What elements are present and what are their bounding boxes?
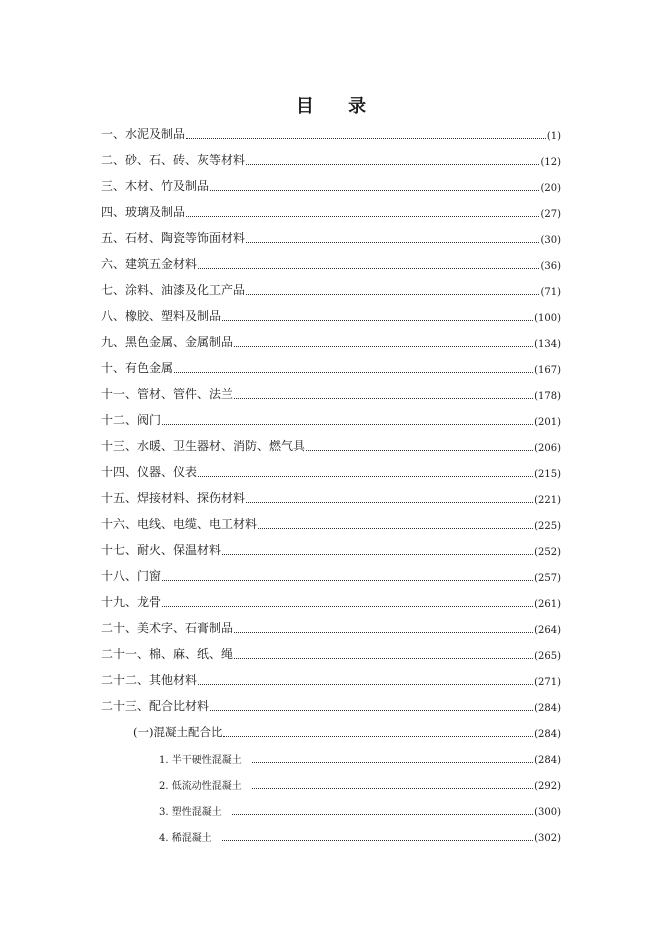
toc-leader [198, 268, 539, 269]
toc-leader [232, 814, 533, 815]
toc-entry[interactable] [101, 514, 561, 532]
toc-entry-label: 六、建筑五金材料 [101, 257, 198, 271]
toc-subitem-label: 3. 塑性混凝土 [159, 807, 222, 818]
toc-entry-page: (257) [534, 573, 561, 584]
toc-entry-label: 十九、龙骨 [101, 595, 162, 609]
toc-entry-page: (225) [534, 521, 561, 532]
toc-leader [222, 554, 533, 555]
toc-entry-page: (20) [540, 183, 561, 194]
toc-entry-label: 十二、阀门 [101, 413, 162, 427]
toc-entry[interactable] [101, 592, 561, 610]
toc-subitem-page: (284) [534, 755, 561, 766]
toc-entry[interactable] [101, 644, 561, 662]
toc-leader [222, 320, 533, 321]
toc-entry[interactable] [101, 124, 561, 142]
toc-subitem-label: 2. 低流动性混凝土 [159, 781, 242, 792]
toc-subsection[interactable] [133, 722, 561, 740]
toc-leader [186, 138, 546, 139]
toc-leader [234, 658, 533, 659]
toc-entry[interactable] [101, 254, 561, 272]
toc-subsection-label: (一)混凝土配合比 [133, 725, 223, 739]
toc-entry[interactable] [101, 566, 561, 584]
toc-leader [306, 450, 533, 451]
toc-entry[interactable] [101, 280, 561, 298]
toc-leader [246, 294, 539, 295]
toc-entry[interactable] [101, 488, 561, 506]
toc-entry-label: 九、黑色金属、金属制品 [101, 335, 234, 349]
toc-entry[interactable] [101, 150, 561, 168]
toc-subitem-page: (300) [534, 807, 561, 818]
toc-subsection-page: (284) [534, 729, 561, 740]
toc-entry-page: (252) [534, 547, 561, 558]
toc-leader [234, 398, 533, 399]
toc-leader [252, 788, 533, 789]
toc-entry-label: 十四、仪器、仪表 [101, 465, 198, 479]
toc-entry-label: 二十、美术字、石膏制品 [101, 621, 234, 635]
toc-entry-page: (27) [540, 209, 561, 220]
toc-entry[interactable] [101, 384, 561, 402]
toc-entry-label: 一、水泥及制品 [101, 127, 186, 141]
toc-entry-label: 二、砂、石、砖、灰等材料 [101, 153, 246, 167]
toc-entry[interactable] [101, 358, 561, 376]
page-title: 目 录 [295, 96, 381, 117]
toc-entry-page: (271) [534, 677, 561, 688]
toc-leader [186, 216, 539, 217]
toc-entry-page: (215) [534, 469, 561, 480]
toc-entry-page: (264) [534, 625, 561, 636]
toc-entry-label: 二十三、配合比材料 [101, 699, 210, 713]
toc-entry-page: (1) [546, 131, 561, 142]
toc-leader [174, 372, 533, 373]
toc-entry-page: (206) [534, 443, 561, 454]
toc-subitem[interactable] [159, 748, 561, 766]
toc-entry-label: 五、石材、陶瓷等饰面材料 [101, 231, 246, 245]
toc-leader [234, 346, 533, 347]
toc-subitem[interactable] [159, 800, 561, 818]
toc-entry[interactable] [101, 696, 561, 714]
toc-entry-page: (100) [534, 313, 561, 324]
toc-entry-label: 十一、管材、管件、法兰 [101, 387, 234, 401]
toc-leader [246, 502, 533, 503]
toc-entry-label: 八、橡胶、塑料及制品 [101, 309, 222, 323]
toc-leader [234, 632, 533, 633]
toc-subitem-page: (292) [534, 781, 561, 792]
toc-leader [162, 580, 533, 581]
toc-entry[interactable] [101, 670, 561, 688]
toc-leader [258, 528, 533, 529]
toc-leader [222, 840, 533, 841]
toc-entry-label: 十八、门窗 [101, 569, 162, 583]
toc-leader [210, 710, 533, 711]
toc-leader [252, 762, 533, 763]
toc-subitem[interactable] [159, 774, 561, 792]
toc-entry-page: (201) [534, 417, 561, 428]
toc-entry[interactable] [101, 618, 561, 636]
toc-entry-label: 二十二、其他材料 [101, 673, 198, 687]
toc-entry[interactable] [101, 540, 561, 558]
toc-entry[interactable] [101, 202, 561, 220]
toc-subitem-label: 4. 稀混凝土 [159, 833, 212, 844]
toc-subitem[interactable] [159, 826, 561, 844]
toc-entry[interactable] [101, 436, 561, 454]
toc-entry-label: 二十一、棉、麻、纸、绳 [101, 647, 234, 661]
toc-subitem-page: (302) [534, 833, 561, 844]
toc-entry-page: (30) [540, 235, 561, 246]
toc-leader [198, 684, 533, 685]
toc-entry-label: 十五、焊接材料、探伤材料 [101, 491, 246, 505]
toc-entry-page: (71) [540, 287, 561, 298]
toc-entry[interactable] [101, 332, 561, 350]
toc-leader [246, 242, 539, 243]
toc-leader [246, 164, 539, 165]
toc-entry-label: 七、涂料、油漆及化工产品 [101, 283, 246, 297]
toc-entry[interactable] [101, 176, 561, 194]
toc-entry[interactable] [101, 410, 561, 428]
toc-entry-page: (167) [534, 365, 561, 376]
toc-entry-label: 三、木材、竹及制品 [101, 179, 210, 193]
toc-leader [198, 476, 533, 477]
toc-entry[interactable] [101, 462, 561, 480]
toc-entry-label: 十七、耐火、保温材料 [101, 543, 222, 557]
toc-entry-page: (221) [534, 495, 561, 506]
toc-entry-page: (134) [534, 339, 561, 350]
toc-entry[interactable] [101, 306, 561, 324]
toc-entry-page: (265) [534, 651, 561, 662]
toc-entry-page: (261) [534, 599, 561, 610]
toc-entry-label: 十六、电线、电缆、电工材料 [101, 517, 258, 531]
toc-entry-label: 十、有色金属 [101, 361, 174, 375]
toc-entry[interactable] [101, 228, 561, 246]
toc-subitem-label: 1. 半干硬性混凝土 [159, 755, 242, 766]
toc-leader [162, 606, 533, 607]
toc-leader [210, 190, 539, 191]
toc-leader [162, 424, 533, 425]
toc-entry-page: (284) [534, 703, 561, 714]
toc-entry-page: (178) [534, 391, 561, 402]
toc-entry-page: (12) [540, 157, 561, 168]
toc-entry-page: (36) [540, 261, 561, 272]
toc-entry-label: 十三、水暖、卫生器材、消防、燃气具 [101, 439, 306, 453]
toc-entry-label: 四、玻璃及制品 [101, 205, 186, 219]
toc-leader [223, 736, 533, 737]
